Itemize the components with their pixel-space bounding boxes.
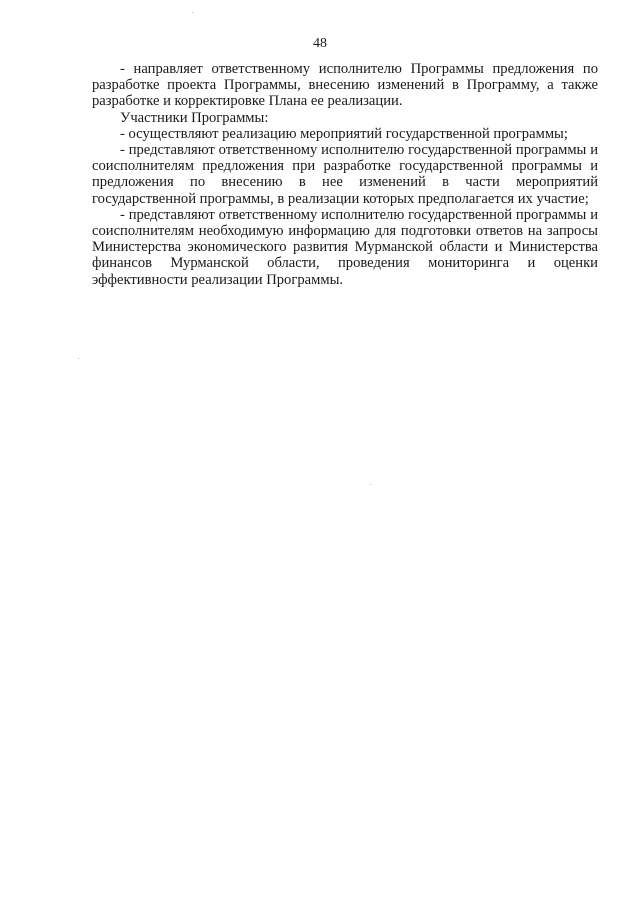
paragraph-participants-heading: Участники Программы: — [120, 109, 269, 126]
scan-speck — [78, 358, 79, 359]
paragraph-participants-information: - представляют ответственному исполнителю государственной программы и соисполнителям необходимую информацию для подготовки ответов на запросы Министерства экономического развития Мурманской области и Министерства финансов Мурманской области, проведения мониторинга и оценки эффективности реализации Программы. — [92, 206, 598, 288]
paragraph-participants-implement: - осуществляют реализацию мероприятий государственной программы; — [120, 125, 568, 142]
paragraph-participants-proposals: - представляют ответственному исполнителю государственной программы и соисполнителям предложения при разработке государственной программы и предложения по внесению в нее изменений в части мероприятий государственной программы, в реализации которых предполагается их участие; — [92, 142, 598, 207]
paragraph-executor-duties: - направляет ответственному исполнителю Программы предложения по разработке проекта Программы, внесению изменений в Программу, а также разработке и корректировке Плана ее реализации. — [92, 61, 598, 110]
document-body — [92, 61, 598, 288]
page-number: 48 — [313, 36, 327, 51]
scan-speck — [370, 484, 371, 485]
scan-speck — [192, 12, 193, 13]
